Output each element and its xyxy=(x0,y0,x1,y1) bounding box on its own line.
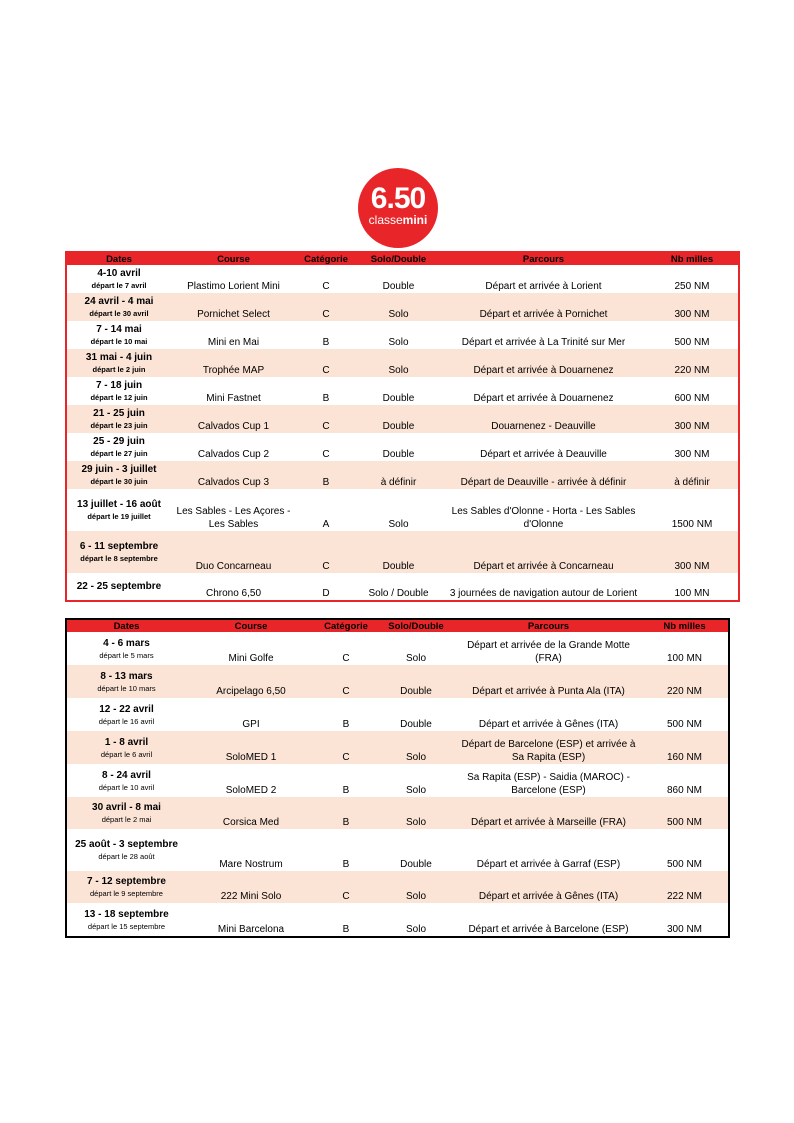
start-date: départ le 23 juin xyxy=(90,421,148,430)
course-cell: Duo Concarneau xyxy=(171,531,296,573)
mode-cell: Solo xyxy=(376,797,456,829)
distance-cell: 100 MN xyxy=(646,573,739,601)
route-cell: Départ et arrivée à Marseille (FRA) xyxy=(456,797,641,829)
distance-cell: 500 NM xyxy=(641,797,729,829)
mode-cell: Solo xyxy=(356,349,441,377)
date-cell xyxy=(66,903,186,937)
date-cell xyxy=(66,489,171,531)
mode-cell: Solo xyxy=(356,321,441,349)
date-cell xyxy=(66,665,186,698)
course-cell: Arcipelago 6,50 xyxy=(186,665,316,698)
course-cell: Calvados Cup 3 xyxy=(171,461,296,489)
route-cell: Départ de Barcelone (ESP) et arrivée à Sa Rapita (ESP) xyxy=(456,731,641,764)
category-cell: C xyxy=(296,405,356,433)
distance-cell: 500 NM xyxy=(641,829,729,871)
date-range: 7 - 12 septembre xyxy=(87,876,166,887)
date-range: 4 - 6 mars xyxy=(103,637,150,649)
date-cell xyxy=(66,321,171,349)
mode-cell: Solo xyxy=(376,903,456,937)
start-date: départ le 30 juin xyxy=(90,477,148,486)
start-date: départ le 16 avril xyxy=(98,716,155,726)
table-row xyxy=(66,321,739,349)
course-cell: Calvados Cup 1 xyxy=(171,405,296,433)
mediterranean-races-table xyxy=(65,618,730,938)
course-cell: Mini Golfe xyxy=(186,632,316,665)
distance-cell: 500 NM xyxy=(646,321,739,349)
date-range: 13 - 18 septembre xyxy=(84,908,169,920)
column-header: Course xyxy=(186,619,316,632)
route-cell: Départ et arrivée à Gênes (ITA) xyxy=(456,698,641,731)
route-cell: Douarnenez - Deauville xyxy=(441,405,646,433)
table-body xyxy=(66,632,729,937)
category-cell: C xyxy=(316,871,376,903)
distance-cell: 300 NM xyxy=(641,903,729,937)
start-date: départ le 2 mai xyxy=(101,815,152,824)
distance-cell: 300 NM xyxy=(646,405,739,433)
atlantic-races-table xyxy=(65,251,740,602)
table-row xyxy=(66,433,739,461)
mode-cell: Double xyxy=(376,829,456,871)
start-date: départ le 27 juin xyxy=(90,449,148,458)
date-range: 6 - 11 septembre xyxy=(79,541,159,552)
category-cell: B xyxy=(296,377,356,405)
date-range: 24 avril - 4 mai xyxy=(84,296,154,307)
distance-cell: 100 MN xyxy=(641,632,729,665)
course-cell: SoloMED 2 xyxy=(186,764,316,797)
date-range: 22 - 25 septembre xyxy=(76,581,162,592)
date-cell xyxy=(66,698,186,731)
route-cell: Départ et arrivée à Lorient xyxy=(441,265,646,293)
mode-cell: Solo xyxy=(376,632,456,665)
category-cell: C xyxy=(316,731,376,764)
distance-cell: 222 NM xyxy=(641,871,729,903)
route-cell: Départ et arrivée à Deauville xyxy=(441,433,646,461)
table-row xyxy=(66,489,739,531)
category-cell: D xyxy=(296,573,356,601)
course-cell: Mini en Mai xyxy=(171,321,296,349)
table-row xyxy=(66,632,729,665)
date-cell xyxy=(66,377,171,405)
mode-cell: Double xyxy=(376,698,456,731)
date-range: 29 juin - 3 juillet xyxy=(81,464,157,475)
start-date: départ le 8 septembre xyxy=(80,554,158,563)
table-body xyxy=(66,265,739,601)
course-cell: Mini Barcelona xyxy=(186,903,316,937)
start-date: départ le 9 septembre xyxy=(90,889,163,898)
route-cell: Départ et arrivée à Gênes (ITA) xyxy=(456,871,641,903)
mode-cell: Solo / Double xyxy=(356,573,441,601)
table-row xyxy=(66,797,729,829)
route-cell: Départ et arrivée à Douarnenez xyxy=(441,377,646,405)
column-header: Dates xyxy=(66,252,171,265)
column-header: Dates xyxy=(66,619,186,632)
distance-cell: 250 NM xyxy=(646,265,739,293)
column-header: Solo/Double xyxy=(356,252,441,265)
course-cell: SoloMED 1 xyxy=(186,731,316,764)
start-date: départ le 15 septembre xyxy=(87,921,166,931)
column-header: Solo/Double xyxy=(376,619,456,632)
date-range: 31 mai - 4 juin xyxy=(85,352,153,363)
column-header: Parcours xyxy=(456,619,641,632)
start-date: départ le 10 mars xyxy=(97,683,156,693)
course-cell: Corsica Med xyxy=(186,797,316,829)
distance-cell: 860 NM xyxy=(641,764,729,797)
mode-cell: Solo xyxy=(376,871,456,903)
column-header: Nb milles xyxy=(641,619,729,632)
date-cell xyxy=(66,265,171,293)
date-cell xyxy=(66,731,186,764)
route-cell: Départ et arrivée à Pornichet xyxy=(441,293,646,321)
mode-cell: Double xyxy=(376,665,456,698)
date-range: 7 - 14 mai xyxy=(96,324,142,335)
table-header-row xyxy=(66,619,729,632)
mode-cell: Double xyxy=(356,405,441,433)
mode-cell: Solo xyxy=(376,731,456,764)
category-cell: B xyxy=(316,698,376,731)
date-cell xyxy=(66,461,171,489)
mode-cell: Solo xyxy=(356,293,441,321)
category-cell: B xyxy=(316,903,376,937)
date-cell xyxy=(66,433,171,461)
date-range: 8 - 13 mars xyxy=(100,670,153,682)
date-cell xyxy=(66,797,186,829)
start-date: départ le 10 avril xyxy=(98,782,155,792)
table-row xyxy=(66,698,729,731)
start-date: départ le 2 juin xyxy=(92,365,146,374)
route-cell: Départ et arrivée de la Grande Motte (FRA) xyxy=(456,632,641,665)
course-cell: Mare Nostrum xyxy=(186,829,316,871)
distance-cell: à définir xyxy=(646,461,739,489)
route-cell: Sa Rapita (ESP) - Saidia (MAROC) - Barcelone (ESP) xyxy=(456,764,641,797)
route-cell: Départ et arrivée à La Trinité sur Mer xyxy=(441,321,646,349)
mode-cell: Solo xyxy=(376,764,456,797)
table-row xyxy=(66,573,739,601)
course-cell: 222 Mini Solo xyxy=(186,871,316,903)
table-row xyxy=(66,531,739,573)
date-cell xyxy=(66,764,186,797)
course-cell: Les Sables - Les Açores - Les Sables xyxy=(171,489,296,531)
table-header-row xyxy=(66,252,739,265)
date-range: 25 - 29 juin xyxy=(93,436,145,447)
column-header: Catégorie xyxy=(316,619,376,632)
table-row xyxy=(66,829,729,871)
distance-cell: 300 NM xyxy=(646,433,739,461)
start-date: départ le 19 juillet xyxy=(87,512,151,521)
distance-cell: 1500 NM xyxy=(646,489,739,531)
column-header: Nb milles xyxy=(646,252,739,265)
start-date: départ le 5 mars xyxy=(99,650,154,660)
distance-cell: 220 NM xyxy=(641,665,729,698)
date-range: 7 - 18 juin xyxy=(95,380,143,391)
date-range: 4-10 avril xyxy=(97,268,141,279)
route-cell: Départ et arrivée à Concarneau xyxy=(441,531,646,573)
distance-cell: 600 NM xyxy=(646,377,739,405)
table-row xyxy=(66,377,739,405)
mode-cell: Double xyxy=(356,377,441,405)
route-cell: Départ et arrivée à Punta Ala (ITA) xyxy=(456,665,641,698)
date-cell xyxy=(66,632,186,665)
course-cell: Pornichet Select xyxy=(171,293,296,321)
course-cell: Calvados Cup 2 xyxy=(171,433,296,461)
date-range: 30 avril - 8 mai xyxy=(92,802,161,813)
column-header: Parcours xyxy=(441,252,646,265)
table-row xyxy=(66,903,729,937)
date-cell xyxy=(66,405,171,433)
start-date: départ le 28 août xyxy=(98,852,155,861)
distance-cell: 160 NM xyxy=(641,731,729,764)
logo-text-mini: mini xyxy=(402,213,428,227)
table-row xyxy=(66,349,739,377)
category-cell: B xyxy=(296,461,356,489)
start-date: départ le 10 mai xyxy=(90,337,148,346)
date-range: 12 - 22 avril xyxy=(99,703,154,715)
date-range: 25 août - 3 septembre xyxy=(75,839,178,850)
route-cell: Départ et arrivée à Douarnenez xyxy=(441,349,646,377)
logo-text-classe: classe xyxy=(368,213,403,227)
table-row xyxy=(66,265,739,293)
date-cell xyxy=(66,871,186,903)
mode-cell: Solo xyxy=(356,489,441,531)
category-cell: C xyxy=(296,433,356,461)
category-cell: C xyxy=(296,349,356,377)
category-cell: C xyxy=(296,531,356,573)
table-row xyxy=(66,293,739,321)
start-date: départ le 6 avril xyxy=(100,749,153,759)
course-cell: Plastimo Lorient Mini xyxy=(171,265,296,293)
column-header: Course xyxy=(171,252,296,265)
category-cell: C xyxy=(296,265,356,293)
table-row xyxy=(66,764,729,797)
mode-cell: Double xyxy=(356,433,441,461)
date-cell xyxy=(66,573,171,601)
category-cell: B xyxy=(316,764,376,797)
table-row xyxy=(66,405,739,433)
course-cell: Trophée MAP xyxy=(171,349,296,377)
distance-cell: 300 NM xyxy=(646,293,739,321)
mode-cell: Double xyxy=(356,265,441,293)
route-cell: Départ de Deauville - arrivée à définir xyxy=(441,461,646,489)
category-cell: C xyxy=(316,632,376,665)
route-cell: Départ et arrivée à Barcelone (ESP) xyxy=(456,903,641,937)
mode-cell: Double xyxy=(356,531,441,573)
category-cell: B xyxy=(316,797,376,829)
table-row xyxy=(66,461,739,489)
category-cell: A xyxy=(296,489,356,531)
course-cell: GPI xyxy=(186,698,316,731)
start-date: départ le 7 avril xyxy=(91,281,147,290)
date-range: 8 - 24 avril xyxy=(102,769,151,781)
classe-mini-logo xyxy=(358,168,438,248)
date-cell xyxy=(66,829,186,871)
date-cell xyxy=(66,349,171,377)
column-header: Catégorie xyxy=(296,252,356,265)
start-date: départ le 30 avril xyxy=(89,309,149,318)
course-cell: Chrono 6,50 xyxy=(171,573,296,601)
start-date: départ le 12 juin xyxy=(90,393,148,402)
logo-text xyxy=(358,214,438,226)
table-row xyxy=(66,731,729,764)
course-cell: Mini Fastnet xyxy=(171,377,296,405)
table-row xyxy=(66,665,729,698)
date-cell xyxy=(66,293,171,321)
date-range: 1 - 8 avril xyxy=(104,736,149,748)
category-cell: C xyxy=(296,293,356,321)
logo-number: 6.50 xyxy=(370,182,426,215)
route-cell: Les Sables d'Olonne - Horta - Les Sables d'Olonne xyxy=(441,489,646,531)
route-cell: Départ et arrivée à Garraf (ESP) xyxy=(456,829,641,871)
category-cell: C xyxy=(316,665,376,698)
distance-cell: 220 NM xyxy=(646,349,739,377)
table-row xyxy=(66,871,729,903)
category-cell: B xyxy=(316,829,376,871)
distance-cell: 500 NM xyxy=(641,698,729,731)
date-range: 13 juillet - 16 août xyxy=(77,499,161,510)
mode-cell: à définir xyxy=(356,461,441,489)
route-cell: 3 journées de navigation autour de Lorient xyxy=(441,573,646,601)
distance-cell: 300 NM xyxy=(646,531,739,573)
category-cell: B xyxy=(296,321,356,349)
date-range: 21 - 25 juin xyxy=(93,408,145,419)
date-cell xyxy=(66,531,171,573)
